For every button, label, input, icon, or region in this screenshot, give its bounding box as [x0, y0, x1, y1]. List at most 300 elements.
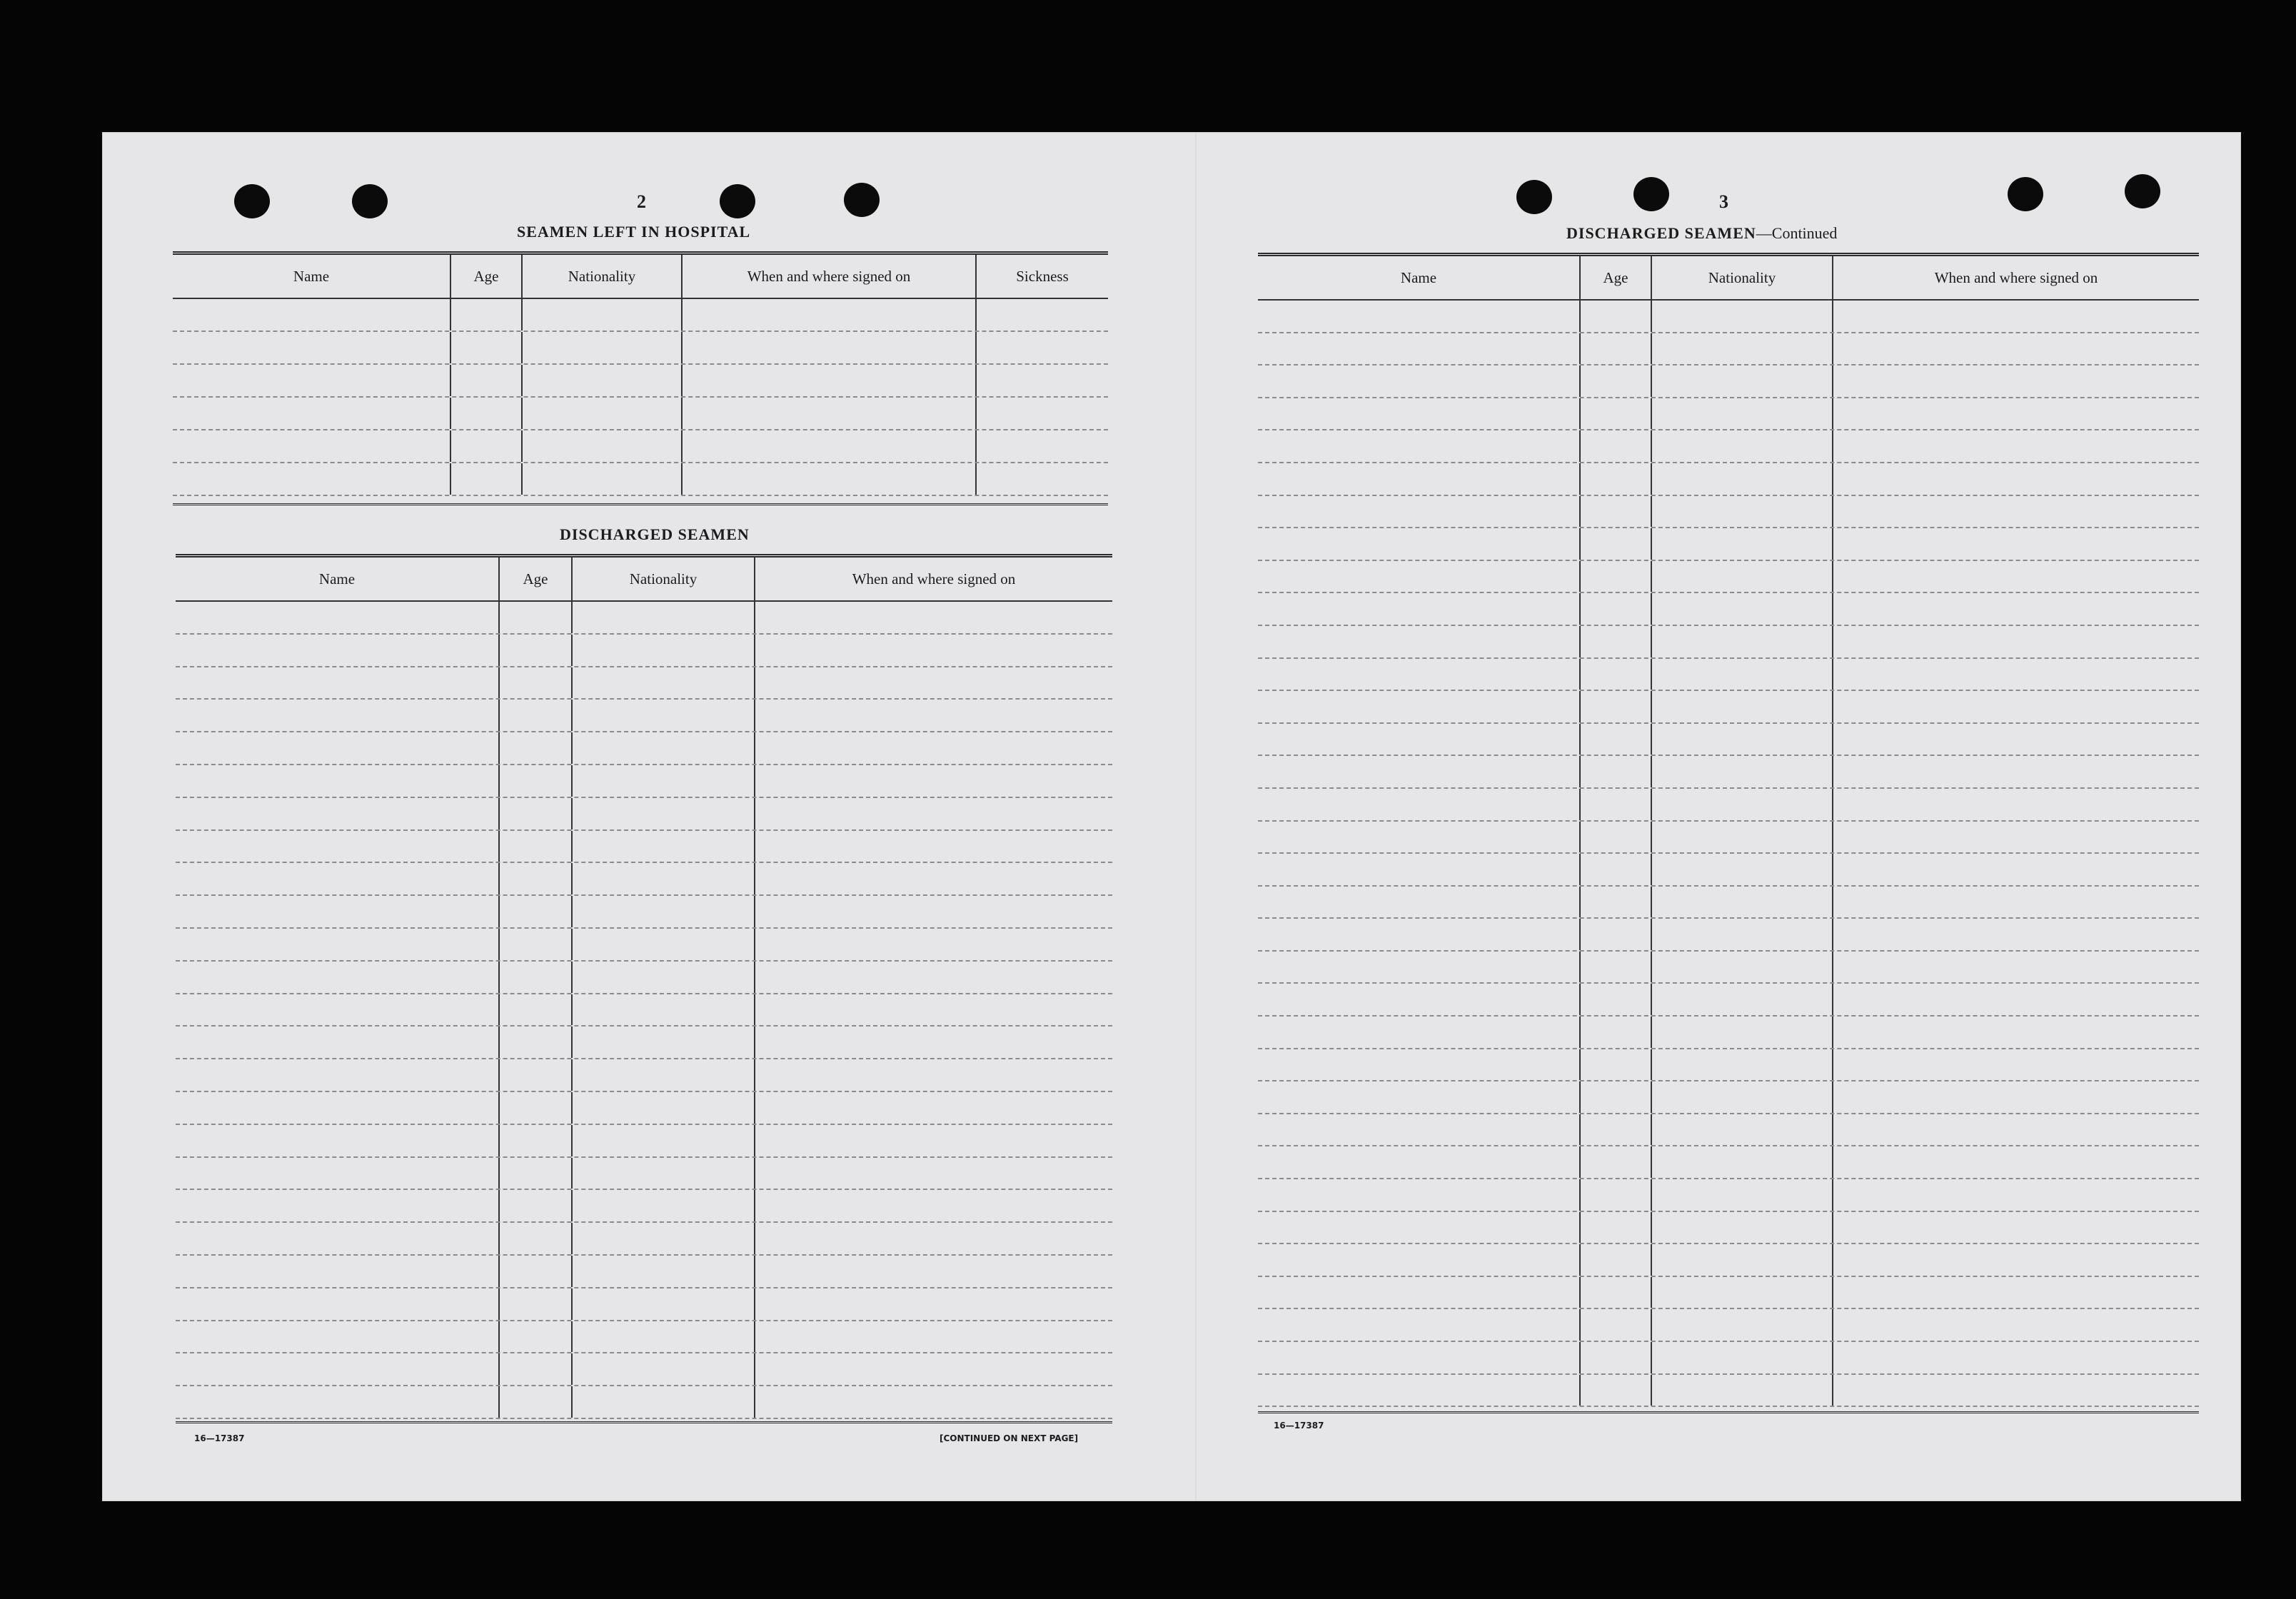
- table-cell: [1258, 496, 1581, 528]
- table-cell: [1833, 463, 2199, 495]
- table-cell: [1833, 724, 2199, 755]
- table-cell: [500, 831, 573, 862]
- table-cell: [1652, 1114, 1833, 1146]
- table-cell: [1833, 789, 2199, 820]
- table-row: [1258, 659, 2199, 692]
- table-cell: [1652, 528, 1833, 560]
- table-row: [176, 1386, 1112, 1419]
- column-header-name: Name: [1258, 256, 1581, 299]
- table-cell: [1652, 1017, 1833, 1048]
- table-cell: [1833, 854, 2199, 885]
- table-cell: [755, 1256, 1112, 1287]
- table-row: [176, 962, 1112, 994]
- table-cell: [1652, 984, 1833, 1015]
- table-row: [1258, 1049, 2199, 1082]
- table-cell: [755, 1158, 1112, 1189]
- table-row: [1258, 1146, 2199, 1179]
- column-header-age: Age: [500, 558, 573, 600]
- table-cell: [573, 831, 755, 862]
- table-cell: [1652, 1375, 1833, 1406]
- table-row: [176, 929, 1112, 962]
- table-cell: [1258, 1244, 1581, 1276]
- table-cell: [1581, 691, 1652, 722]
- table-row: [1258, 463, 2199, 496]
- table-cell: [176, 831, 500, 862]
- table-row: [1258, 1309, 2199, 1342]
- table-cell: [1652, 593, 1833, 625]
- table-cell: [176, 602, 500, 633]
- table-cell: [1258, 463, 1581, 495]
- table-row: [1258, 1081, 2199, 1114]
- table-cell: [1581, 1049, 1652, 1081]
- table-row: [176, 798, 1112, 831]
- table-cell: [755, 1092, 1112, 1124]
- table-cell: [1258, 626, 1581, 657]
- table-cell: [1258, 724, 1581, 755]
- table-cell: [176, 1321, 500, 1353]
- table-cell: [1833, 561, 2199, 592]
- table-cell: [1581, 1081, 1652, 1113]
- table-row: [173, 332, 1108, 365]
- table-cell: [683, 332, 977, 363]
- table-cell: [573, 635, 755, 666]
- table-cell: [523, 463, 683, 495]
- table-cell: [1652, 496, 1833, 528]
- table-cell: [523, 332, 683, 363]
- table-cell: [1258, 1081, 1581, 1113]
- table-cell: [176, 732, 500, 764]
- table-cell: [1833, 952, 2199, 983]
- table-row: [1258, 561, 2199, 594]
- table-cell: [451, 332, 523, 363]
- table-cell: [977, 463, 1108, 495]
- table-cell: [683, 365, 977, 396]
- table-cell: [1581, 528, 1652, 560]
- table-cell: [573, 1027, 755, 1058]
- column-header-name: Name: [173, 255, 451, 298]
- table-cell: [176, 1190, 500, 1221]
- table-cell: [755, 1223, 1112, 1254]
- table-cell: [1652, 691, 1833, 722]
- table-cell: [500, 863, 573, 894]
- table-cell: [1652, 854, 1833, 885]
- table-cell: [176, 667, 500, 699]
- punch-hole: [1516, 180, 1552, 214]
- column-header-sickness: Sickness: [1016, 267, 1069, 285]
- table-row: [1258, 984, 2199, 1017]
- table-cell: [1652, 1146, 1833, 1178]
- table-cell: [1652, 724, 1833, 755]
- table-cell: [1258, 1146, 1581, 1178]
- table-cell: [176, 635, 500, 666]
- table-cell: [573, 1386, 755, 1418]
- table-cell: [500, 798, 573, 829]
- table-cell: [176, 929, 500, 960]
- table-cell: [755, 1353, 1112, 1385]
- table-row: [1258, 789, 2199, 822]
- table-cell: [755, 962, 1112, 993]
- table-cell: [755, 863, 1112, 894]
- table-cell: [500, 1386, 573, 1418]
- table-cell: [1258, 984, 1581, 1015]
- table-cell: [755, 1321, 1112, 1353]
- table-cell: [176, 1027, 500, 1058]
- table-row: [176, 1288, 1112, 1321]
- table-row: [1258, 1179, 2199, 1212]
- table-cell: [755, 896, 1112, 927]
- table-cell: [1652, 1277, 1833, 1308]
- table-cell: [1652, 919, 1833, 950]
- table-cell: [573, 732, 755, 764]
- table-row: [176, 994, 1112, 1027]
- table-row: [176, 863, 1112, 896]
- table-cell: [1581, 1244, 1652, 1276]
- table-cell: [1833, 919, 2199, 950]
- table-cell: [1833, 1179, 2199, 1211]
- table-cell: [755, 1059, 1112, 1091]
- table-row: [176, 635, 1112, 667]
- table-cell: [573, 1321, 755, 1353]
- table-cell: [176, 1256, 500, 1287]
- table-cell: [573, 1190, 755, 1221]
- table-cell: [1258, 1049, 1581, 1081]
- table-cell: [1581, 626, 1652, 657]
- table-cell: [1581, 1146, 1652, 1178]
- table-cell: [1652, 822, 1833, 853]
- table-cell: [500, 1190, 573, 1221]
- table-cell: [1833, 1309, 2199, 1341]
- table-cell: [755, 635, 1112, 666]
- table-cell: [1652, 789, 1833, 820]
- column-header-nationality: Nationality: [573, 558, 755, 600]
- table-cell: [176, 896, 500, 927]
- hospital-table: [173, 251, 1108, 505]
- discharged-title-right-text: DISCHARGED SEAMEN: [1566, 224, 1756, 242]
- table-cell: [500, 1256, 573, 1287]
- table-cell: [176, 1158, 500, 1189]
- table-cell: [500, 1321, 573, 1353]
- table-cell: [1652, 756, 1833, 787]
- table-cell: [500, 635, 573, 666]
- table-cell: [573, 1223, 755, 1254]
- discharged-table-right-header: [1258, 256, 2199, 301]
- table-row: [1258, 1277, 2199, 1310]
- table-cell: [573, 896, 755, 927]
- table-cell: [176, 700, 500, 731]
- table-cell: [1258, 789, 1581, 820]
- table-row: [176, 732, 1112, 765]
- table-cell: [1581, 1309, 1652, 1341]
- discharged-table-left: [176, 554, 1112, 1423]
- table-cell: [173, 332, 451, 363]
- discharged-table-left-header: [176, 558, 1112, 602]
- table-cell: [500, 1288, 573, 1320]
- table-cell: [1581, 756, 1652, 787]
- table-cell: [1581, 430, 1652, 462]
- table-cell: [1652, 463, 1833, 495]
- table-cell: [1833, 398, 2199, 430]
- table-cell: [1581, 496, 1652, 528]
- punch-hole: [844, 183, 880, 217]
- table-cell: [173, 299, 451, 331]
- table-cell: [683, 430, 977, 462]
- table-cell: [1581, 301, 1652, 332]
- table-cell: [1581, 1212, 1652, 1244]
- table-cell: [755, 994, 1112, 1026]
- table-row: [1258, 593, 2199, 626]
- discharged-table-right-rows: [1258, 301, 2199, 1407]
- table-cell: [1581, 1342, 1652, 1373]
- table-cell: [573, 602, 755, 633]
- table-cell: [573, 798, 755, 829]
- table-cell: [1833, 887, 2199, 918]
- table-cell: [1581, 463, 1652, 495]
- table-cell: [500, 667, 573, 699]
- hospital-table-header: [173, 255, 1108, 299]
- table-row: [173, 299, 1108, 332]
- table-cell: [977, 398, 1108, 429]
- table-cell: [1833, 1049, 2199, 1081]
- table-cell: [1833, 1017, 2199, 1048]
- table-cell: [176, 1288, 500, 1320]
- table-cell: [1581, 365, 1652, 397]
- table-row: [173, 398, 1108, 430]
- table-cell: [1581, 789, 1652, 820]
- table-row: [1258, 430, 2199, 463]
- table-cell: [755, 765, 1112, 797]
- table-cell: [1652, 398, 1833, 430]
- table-cell: [500, 1223, 573, 1254]
- table-cell: [1833, 430, 2199, 462]
- table-cell: [573, 994, 755, 1026]
- column-header-age: Age: [1581, 256, 1652, 299]
- table-cell: [1258, 919, 1581, 950]
- page-number-left: 2: [637, 191, 646, 212]
- table-cell: [1258, 822, 1581, 853]
- table-row: [1258, 756, 2199, 789]
- table-cell: [173, 365, 451, 396]
- table-row: [1258, 398, 2199, 431]
- discharged-section-title-right: [1566, 224, 1837, 243]
- table-cell: [1833, 301, 2199, 332]
- table-cell: [683, 398, 977, 429]
- table-cell: [1833, 1342, 2199, 1373]
- table-cell: [1833, 1212, 2199, 1244]
- table-row: [176, 1353, 1112, 1386]
- table-cell: [1833, 1244, 2199, 1276]
- table-cell: [523, 299, 683, 331]
- form-paper: [103, 133, 2240, 1500]
- column-header-signed-on: When and where signed on: [852, 570, 1016, 587]
- table-cell: [1652, 333, 1833, 365]
- table-cell: [683, 299, 977, 331]
- table-cell: [1258, 1342, 1581, 1373]
- table-cell: [1258, 593, 1581, 625]
- table-row: [1258, 952, 2199, 984]
- column-header-age: Age: [451, 255, 523, 298]
- punch-hole: [1633, 177, 1669, 211]
- table-cell: [573, 765, 755, 797]
- table-row: [176, 765, 1112, 798]
- table-cell: [451, 430, 523, 462]
- table-cell: [573, 700, 755, 731]
- table-cell: [523, 365, 683, 396]
- table-cell: [1581, 659, 1652, 690]
- table-cell: [500, 1158, 573, 1189]
- table-cell: [1581, 724, 1652, 755]
- table-cell: [1258, 1114, 1581, 1146]
- table-cell: [1258, 952, 1581, 983]
- table-cell: [977, 299, 1108, 331]
- page-fold: [1195, 133, 1197, 1500]
- table-row: [1258, 626, 2199, 659]
- table-cell: [755, 798, 1112, 829]
- table-cell: [1258, 691, 1581, 722]
- table-row: [173, 463, 1108, 496]
- table-cell: [1652, 1049, 1833, 1081]
- punch-hole: [352, 184, 388, 218]
- table-cell: [1833, 593, 2199, 625]
- table-cell: [1258, 1017, 1581, 1048]
- table-cell: [500, 1353, 573, 1385]
- table-cell: [755, 1288, 1112, 1320]
- table-cell: [176, 1125, 500, 1156]
- table-row: [1258, 1017, 2199, 1049]
- table-cell: [1833, 1081, 2199, 1113]
- table-cell: [1581, 593, 1652, 625]
- table-cell: [1833, 333, 2199, 365]
- table-row: [176, 831, 1112, 864]
- table-cell: [1833, 691, 2199, 722]
- table-cell: [977, 365, 1108, 396]
- table-cell: [500, 896, 573, 927]
- table-cell: [573, 929, 755, 960]
- table-cell: [1652, 952, 1833, 983]
- table-row: [176, 1190, 1112, 1223]
- table-row: [176, 1092, 1112, 1125]
- punch-hole: [2125, 174, 2160, 208]
- table-row: [1258, 528, 2199, 561]
- continued-suffix: —Continued: [1756, 224, 1838, 242]
- table-cell: [523, 430, 683, 462]
- table-row: [1258, 854, 2199, 887]
- table-cell: [173, 430, 451, 462]
- column-header-nationality: Nationality: [523, 255, 683, 298]
- table-cell: [500, 994, 573, 1026]
- table-row: [1258, 1244, 2199, 1277]
- table-cell: [1652, 659, 1833, 690]
- table-cell: [176, 1223, 500, 1254]
- table-cell: [1833, 984, 2199, 1015]
- table-cell: [173, 463, 451, 495]
- table-cell: [500, 1059, 573, 1091]
- table-cell: [1833, 1114, 2199, 1146]
- table-cell: [573, 1288, 755, 1320]
- table-cell: [1258, 1309, 1581, 1341]
- table-cell: [1652, 1342, 1833, 1373]
- table-cell: [523, 398, 683, 429]
- table-cell: [500, 602, 573, 633]
- table-cell: [1581, 854, 1652, 885]
- table-cell: [1581, 1375, 1652, 1406]
- table-row: [176, 1256, 1112, 1288]
- table-cell: [1258, 854, 1581, 885]
- table-cell: [1833, 528, 2199, 560]
- table-cell: [1581, 1179, 1652, 1211]
- table-row: [176, 1223, 1112, 1256]
- table-cell: [755, 831, 1112, 862]
- discharged-section-title-left: DISCHARGED SEAMEN: [560, 525, 750, 543]
- table-cell: [1652, 887, 1833, 918]
- table-cell: [176, 863, 500, 894]
- table-cell: [451, 398, 523, 429]
- table-cell: [1652, 365, 1833, 397]
- table-cell: [500, 700, 573, 731]
- table-cell: [1258, 528, 1581, 560]
- table-cell: [500, 1125, 573, 1156]
- table-cell: [1652, 1212, 1833, 1244]
- table-cell: [176, 798, 500, 829]
- form-number-left: 16—17387: [194, 1433, 245, 1443]
- table-cell: [755, 700, 1112, 731]
- table-cell: [1833, 496, 2199, 528]
- table-cell: [1258, 398, 1581, 430]
- table-cell: [1258, 659, 1581, 690]
- table-cell: [573, 1092, 755, 1124]
- table-cell: [1833, 1146, 2199, 1178]
- table-cell: [451, 463, 523, 495]
- table-cell: [1581, 1017, 1652, 1048]
- table-cell: [451, 365, 523, 396]
- page-number-right: 3: [1719, 191, 1728, 212]
- column-header-signed-on: When and where signed on: [1934, 268, 2098, 286]
- table-cell: [451, 299, 523, 331]
- discharged-table-left-rows: [176, 602, 1112, 1419]
- table-cell: [1833, 365, 2199, 397]
- table-cell: [1652, 626, 1833, 657]
- table-cell: [500, 1092, 573, 1124]
- table-cell: [500, 765, 573, 797]
- table-cell: [1581, 333, 1652, 365]
- table-cell: [1833, 1277, 2199, 1308]
- table-row: [1258, 822, 2199, 854]
- table-cell: [1581, 561, 1652, 592]
- table-cell: [573, 1353, 755, 1385]
- table-row: [176, 1158, 1112, 1191]
- table-cell: [573, 1059, 755, 1091]
- table-row: [1258, 1342, 2199, 1375]
- hospital-section-title: SEAMEN LEFT IN HOSPITAL: [517, 223, 751, 241]
- table-cell: [176, 1092, 500, 1124]
- table-cell: [176, 1059, 500, 1091]
- table-cell: [176, 765, 500, 797]
- table-cell: [176, 1353, 500, 1385]
- punch-hole: [2008, 177, 2043, 211]
- table-cell: [176, 1386, 500, 1418]
- table-cell: [1581, 398, 1652, 430]
- table-cell: [755, 929, 1112, 960]
- table-cell: [755, 1386, 1112, 1418]
- table-cell: [1833, 822, 2199, 853]
- table-row: [176, 1059, 1112, 1092]
- table-cell: [173, 398, 451, 429]
- table-cell: [977, 332, 1108, 363]
- table-cell: [1833, 1375, 2199, 1406]
- table-row: [176, 1321, 1112, 1354]
- column-header-nationality: Nationality: [1652, 256, 1833, 299]
- table-cell: [1258, 333, 1581, 365]
- table-row: [1258, 1114, 2199, 1147]
